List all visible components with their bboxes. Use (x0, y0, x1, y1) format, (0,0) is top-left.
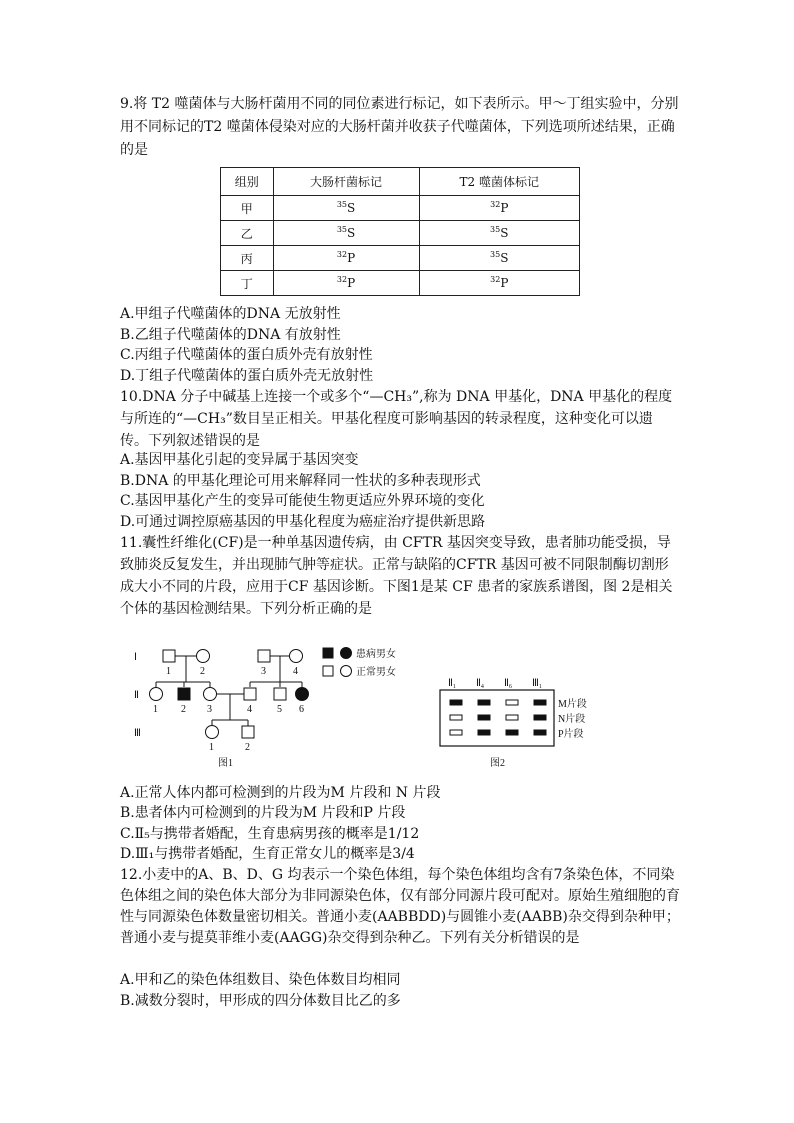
q9-option-b: B.乙组子代噬菌体的DNA 有放射性 (120, 327, 341, 343)
header-ecoli: 大肠杆菌标记 (273, 168, 419, 196)
ecoli-cell: $^{32}$P (273, 246, 419, 271)
ecoli-cell: $^{32}$P (273, 271, 419, 296)
generation-label: Ⅰ (134, 652, 137, 663)
q9-option-c: C.丙组子代噬菌体的蛋白质外壳有放射性 (120, 347, 373, 363)
ecoli-cell: $^{35}$S (273, 196, 419, 221)
individual-label: 1 (153, 704, 158, 715)
lane-label: $Ⅲ_1$ (532, 678, 542, 690)
header-group: 组别 (221, 168, 274, 196)
generation-label: Ⅲ (134, 728, 141, 739)
individual-label: 2 (200, 666, 205, 677)
legend-normal: 正常男女 (356, 667, 396, 678)
band-label: M片段 (558, 699, 587, 710)
individual-label: 4 (247, 704, 252, 715)
legend-affected: 患病男女 (356, 649, 396, 660)
group-cell: 丙 (221, 246, 274, 271)
table-header-row (221, 168, 580, 196)
q9-label-table (220, 167, 580, 296)
lane-label: $Ⅱ_1$ (448, 678, 456, 690)
q9-option-d: D.丁组子代噬菌体的蛋白质外壳无放射性 (120, 368, 374, 384)
figure1-caption: 图1 (218, 758, 233, 769)
table-row (221, 221, 580, 246)
group-cell: 甲 (221, 196, 274, 221)
table-row (221, 246, 580, 271)
group-cell: 乙 (221, 221, 274, 246)
q11-option-d: D.Ⅲ₁与携带者婚配，生育正常女儿的概率是3/4 (120, 846, 415, 862)
q11-option-c: C.Ⅱ₅与携带者婚配，生育患病男孩的概率是1/12 (120, 826, 420, 842)
q11-option-a: A.正常人体内都可检测到的片段为M 片段和 N 片段 (120, 785, 441, 801)
q12-stem: 12.小麦中的A、B、D、G 均表示一个染色体组，每个染色体组均含有7条染色体，不同染色体组之间的染色体大部分为非同源染色体，仅有部分同源片段可配对。原始生殖细胞的育性与同源染色体数量密切相关。普通小麦(AABBDD)与圆锥小麦(AABB)杂交得到杂种甲；普通小麦与提莫菲维小麦(AAGG)杂交得到杂种乙。下列有关分析错误的是 (120, 867, 680, 946)
q11-option-b: B.患者体内可检测到的片段为M 片段和P 片段 (120, 805, 406, 821)
ecoli-cell: $^{35}$S (273, 221, 419, 246)
q9-option-a: A.甲组子代噬菌体的DNA 无放射性 (120, 306, 341, 322)
q11-stem: 11.囊性纤维化(CF)是一种单基因遗传病，由 CFTR 基因突变导致，患者肺功能受损，导致肺炎反复发生，并出现肺气肿等症状。正常与缺陷的CFTR 基因可被不同限制酶切割形成大小不同的片段，应用于CF 基因诊断。下图1是某 CF 患者的家族系谱图，图 2是相关个体的基因检测结果。下列分析正确的是 (120, 535, 673, 617)
band-label: P片段 (558, 729, 584, 740)
q12-option-a: A.甲和乙的染色体组数目、染色体数目均相同 (120, 972, 401, 988)
generation-label: Ⅱ (134, 690, 139, 701)
individual-label: 3 (207, 704, 212, 715)
q10-option-a: A.基因甲基化引起的变异属于基因突变 (120, 452, 359, 468)
lane-label: $Ⅱ_4$ (476, 678, 484, 690)
q10-option-b: B.DNA 的甲基化理论可用来解释同一性状的多种表现形式 (120, 473, 481, 489)
individual-label: 5 (277, 704, 282, 715)
individual-label: 2 (181, 704, 186, 715)
q11-figures (118, 638, 618, 773)
header-phage: T2 噬菌体标记 (419, 168, 579, 196)
individual-label: 6 (299, 704, 304, 715)
table-row (221, 196, 580, 221)
individual-label: 2 (245, 742, 250, 753)
phage-cell: $^{32}$P (419, 196, 579, 221)
phage-cell: $^{35}$S (419, 246, 579, 271)
band-label: N片段 (558, 714, 586, 725)
figure2-caption: 图2 (490, 758, 505, 769)
group-cell: 丁 (221, 271, 274, 296)
table-row (221, 271, 580, 296)
pedigree-labels (134, 647, 396, 769)
lane-label: $Ⅱ_6$ (504, 678, 512, 690)
q10-option-c: C.基因甲基化产生的变异可能使生物更适应外界环境的变化 (120, 493, 485, 509)
phage-cell: $^{35}$S (419, 221, 579, 246)
phage-cell: $^{32}$P (419, 271, 579, 296)
individual-label: 4 (293, 666, 298, 677)
pedigree-figure1 (150, 648, 352, 739)
q12-option-b: B.减数分裂时，甲形成的四分体数目比乙的多 (120, 993, 401, 1009)
individual-label: 3 (261, 666, 266, 677)
q10-stem: 10.DNA 分子中碱基上连接一个或多个“—CH₃”,称为 DNA 甲基化，DNA 甲基化的程度与所连的“—CH₃”数目呈正相关。甲基化程度可影响基因的转录程度，这种变化可以遗传。下列叙述错误的是 (120, 389, 673, 449)
gel-figure2 (440, 690, 554, 746)
individual-label: 1 (166, 666, 171, 677)
individual-label: 1 (209, 742, 214, 753)
q9-stem: 9.将 T2 噬菌体与大肠杆菌用不同的同位素进行标记，如下表所示。甲～丁组实验中，分别用不同标记的T2 噬菌体侵染对应的大肠杆菌并收获子代噬菌体，下列选项所述结果，正确的是 (120, 96, 679, 158)
q10-option-d: D.可通过调控原癌基因的甲基化程度为癌症治疗提供新思路 (120, 514, 486, 530)
